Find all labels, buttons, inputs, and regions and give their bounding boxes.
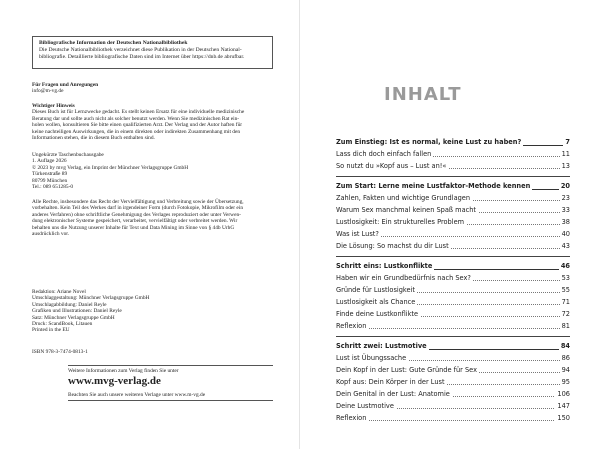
toc-entry-label: Warum Sex manchmal keinen Spaß macht bbox=[336, 206, 477, 214]
toc-section-heading[interactable] bbox=[336, 181, 570, 191]
toc-entry-label: Deine Lustmotive bbox=[336, 402, 394, 410]
contact-email: info@m-vg.de bbox=[32, 88, 64, 95]
toc-page-number: 106 bbox=[557, 390, 570, 398]
edition-line: 80799 München bbox=[32, 177, 68, 184]
toc-section-title: Schritt zwei: Lustmotive bbox=[336, 342, 427, 350]
toc-page-number: 84 bbox=[560, 342, 570, 350]
toc-entry[interactable] bbox=[336, 309, 570, 319]
notice-line: keine nachteiligen Auswirkungen, die in einem direkten oder indirekten Zusammenhang mit den bbox=[32, 128, 241, 135]
edition-line: 1. Auflage 2026 bbox=[32, 158, 67, 165]
credit-line: Satz: Münchner Verlagsgruppe GmbH bbox=[32, 314, 115, 321]
toc-entry-label: Zahlen, Fakten und wichtige Grundlagen bbox=[336, 194, 471, 202]
toc-entry[interactable] bbox=[336, 149, 570, 159]
contents-page bbox=[300, 0, 600, 449]
toc-entry-label: Die Lösung: So machst du dir Lust bbox=[336, 242, 449, 250]
toc-page-number: 150 bbox=[557, 414, 570, 422]
leader-dots bbox=[336, 328, 570, 329]
edition-line: © 2023 by mvg Verlag, ein Imprint der Münchner Verlagsgruppe GmbH bbox=[32, 164, 189, 171]
publisher-url[interactable]: www.mvg-verlag.de bbox=[68, 375, 161, 387]
toc-entry[interactable] bbox=[336, 365, 570, 375]
toc-entry-label: Lass dich doch einfach fallen bbox=[336, 150, 432, 158]
edition-line: Tel.: 089 651285-0 bbox=[32, 184, 74, 191]
toc-page-number: 72 bbox=[561, 310, 570, 318]
toc-entry[interactable] bbox=[336, 229, 570, 239]
rights-line: ausdrücklich vor. bbox=[32, 231, 70, 238]
web-more: Beachten Sie auch unsere weiteren Verlage unter www.m-vg.de bbox=[68, 392, 206, 398]
toc-entry[interactable] bbox=[336, 193, 570, 203]
toc-page-number: 13 bbox=[561, 162, 570, 170]
notice-line: holen wollen, konsultieren Sie bitte einen qualifizierten Arzt. Der Verlag und der Autor haften für bbox=[32, 122, 243, 129]
toc-entry-label: Finde deine Lustkonflikte bbox=[336, 310, 419, 318]
toc-entry[interactable] bbox=[336, 241, 570, 251]
toc-page-number: 38 bbox=[561, 218, 570, 226]
toc-entry-label: Was ist Lust? bbox=[336, 230, 379, 238]
rights-line: anderes Verfahren) ohne schriftliche Genehmigung des Verlages reproduziert oder unter Verwen- bbox=[32, 211, 241, 218]
rights-line: behalten uns die Nutzung unserer Inhalte für Text und Data Mining im Sinne von § 44b UrhG bbox=[32, 224, 235, 231]
toc-entry-label: Reflexion bbox=[336, 322, 367, 330]
credit-line: Grafiken und Illustrationen: Daniel Reyle bbox=[32, 308, 122, 315]
toc-entry-label: Lustlosigkeit: Ein strukturelles Problem bbox=[336, 218, 465, 226]
toc-section-title: Schritt eins: Lustkonflikte bbox=[336, 262, 433, 270]
toc-page-number: 86 bbox=[561, 354, 570, 362]
credit-line: Druck: ScandBook, Litauen bbox=[32, 321, 93, 328]
edition-line: Ungekürzte Taschenbuchausgabe bbox=[32, 152, 104, 158]
toc-page-number: 7 bbox=[565, 138, 570, 146]
toc-entry-label: Dein Genital in der Lust: Anatomie bbox=[336, 390, 450, 398]
toc-entry[interactable] bbox=[336, 273, 570, 283]
toc-entry-label: Lustlosigkeit als Chance bbox=[336, 298, 416, 306]
credits-block bbox=[32, 289, 149, 334]
toc-page-number: 33 bbox=[561, 206, 570, 214]
bib-line: bibliografie. Detaillierte bibliografische Daten sind im Internet über https://dnb.de abrufbar. bbox=[39, 54, 245, 60]
toc-entry-label: Kopf aus: Dein Körper in der Lust bbox=[336, 378, 445, 386]
isbn: ISBN 978-3-7474-0813-1 bbox=[32, 349, 88, 355]
notice-line: Beratung dar und sollte auch nicht als solcher benutzt werden. Wenn Sie medizinischen Rat ein- bbox=[32, 115, 240, 122]
toc-entry[interactable] bbox=[336, 377, 570, 387]
toc-page-number: 94 bbox=[561, 366, 570, 374]
contact-block bbox=[32, 82, 98, 95]
rights-line: vorbehalten. Kein Teil des Werkes darf in irgendeiner Form (durch Fotokopie, Mikrofilm oder ein bbox=[32, 205, 244, 212]
toc-page-number: 43 bbox=[561, 242, 570, 250]
section-divider bbox=[336, 176, 570, 177]
toc-entry[interactable] bbox=[336, 297, 570, 307]
toc-page-number: 71 bbox=[561, 298, 570, 306]
toc-entry-label: Gründe für Lustlosigkeit bbox=[336, 286, 415, 294]
toc-page-number: 46 bbox=[560, 262, 570, 270]
toc-entry-label: Lust ist Übungssache bbox=[336, 354, 407, 362]
toc-page-number: 95 bbox=[561, 378, 570, 386]
toc-page-number: 147 bbox=[557, 402, 570, 410]
notice-line: Dieses Buch ist für Lernzwecke gedacht. Es stellt keinen Ersatz für eine individuelle medizinische bbox=[32, 109, 245, 116]
toc-section-title: Zum Einstieg: Ist es normal, keine Lust zu haben? bbox=[336, 138, 522, 146]
credit-line: Printed in the EU bbox=[32, 327, 70, 334]
toc-entry[interactable] bbox=[336, 401, 570, 411]
toc-section-heading[interactable] bbox=[336, 341, 570, 351]
toc-page-number: 11 bbox=[561, 150, 570, 158]
toc-entry[interactable] bbox=[336, 389, 570, 399]
imprint-page bbox=[0, 0, 299, 449]
edition-line: Türkenstraße 89 bbox=[32, 171, 68, 178]
important-notice bbox=[32, 103, 244, 141]
bib-title: Bibliografische Information der Deutschen Nationalbibliothek bbox=[39, 40, 188, 46]
leader-dots bbox=[336, 420, 570, 421]
toc-section-title: Zum Start: Lerne meine Lustfaktor-Methode kennen bbox=[336, 182, 531, 190]
toc-entry-label: Haben wir ein Grundbedürfnis nach Sex? bbox=[336, 274, 471, 282]
toc-page-number: 55 bbox=[561, 286, 570, 294]
rights-block bbox=[32, 199, 244, 237]
rights-line: dung elektronischer Systeme gespeichert, verarbeitet, vervielfältigt oder verbreitet werden. Wir bbox=[32, 218, 238, 225]
bibliographic-info-box bbox=[32, 36, 273, 69]
credit-line: Umschlagabbildung: Daniel Reyle bbox=[32, 301, 107, 308]
toc-entry[interactable] bbox=[336, 285, 570, 295]
contents-heading: INHALT bbox=[384, 84, 462, 105]
toc-entry[interactable] bbox=[336, 353, 570, 363]
toc-entry-label: Dein Kopf in der Lust: Gute Gründe für Sex bbox=[336, 366, 477, 374]
toc-page-number: 23 bbox=[561, 194, 570, 202]
rights-line: Alle Rechte, insbesondere das Recht der Vervielfältigung und Verbreitung sowie der Übersetzung, bbox=[32, 199, 244, 205]
toc-page-number: 20 bbox=[560, 182, 570, 190]
toc-section-heading[interactable] bbox=[336, 137, 570, 147]
notice-title: Wichtiger Hinweis bbox=[32, 103, 75, 109]
toc-entry[interactable] bbox=[336, 217, 570, 227]
toc-page-number: 53 bbox=[561, 274, 570, 282]
credit-line: Redaktion: Ariane Novel bbox=[32, 289, 86, 295]
section-divider bbox=[336, 256, 570, 257]
toc-page-number: 81 bbox=[561, 322, 570, 330]
edition-block bbox=[32, 152, 188, 190]
toc-entry[interactable] bbox=[336, 205, 570, 215]
bib-line: Die Deutsche Nationalbibliothek verzeichnet diese Publikation in der Deutschen National- bbox=[39, 47, 242, 53]
section-divider bbox=[336, 336, 570, 337]
contact-title: Für Fragen und Anregungen bbox=[32, 82, 99, 88]
toc-entry-label: So nutzt du »Kopf aus – Lust an!« bbox=[336, 162, 447, 170]
toc-entry[interactable] bbox=[336, 321, 570, 331]
credit-line: Umschlaggestaltung: Münchner Verlagsgruppe GmbH bbox=[32, 295, 150, 302]
publisher-web-box bbox=[68, 365, 273, 401]
notice-line: Informationen stehen, die in diesem Buch enthalten sind. bbox=[32, 135, 155, 142]
toc-page-number: 40 bbox=[561, 230, 570, 238]
toc-entry[interactable] bbox=[336, 413, 570, 423]
toc-entry-label: Reflexion bbox=[336, 414, 367, 422]
toc-entry[interactable] bbox=[336, 161, 570, 171]
toc-section-heading[interactable] bbox=[336, 261, 570, 271]
web-intro: Weitere Informationen zum Verlag finden Sie unter bbox=[68, 368, 179, 374]
